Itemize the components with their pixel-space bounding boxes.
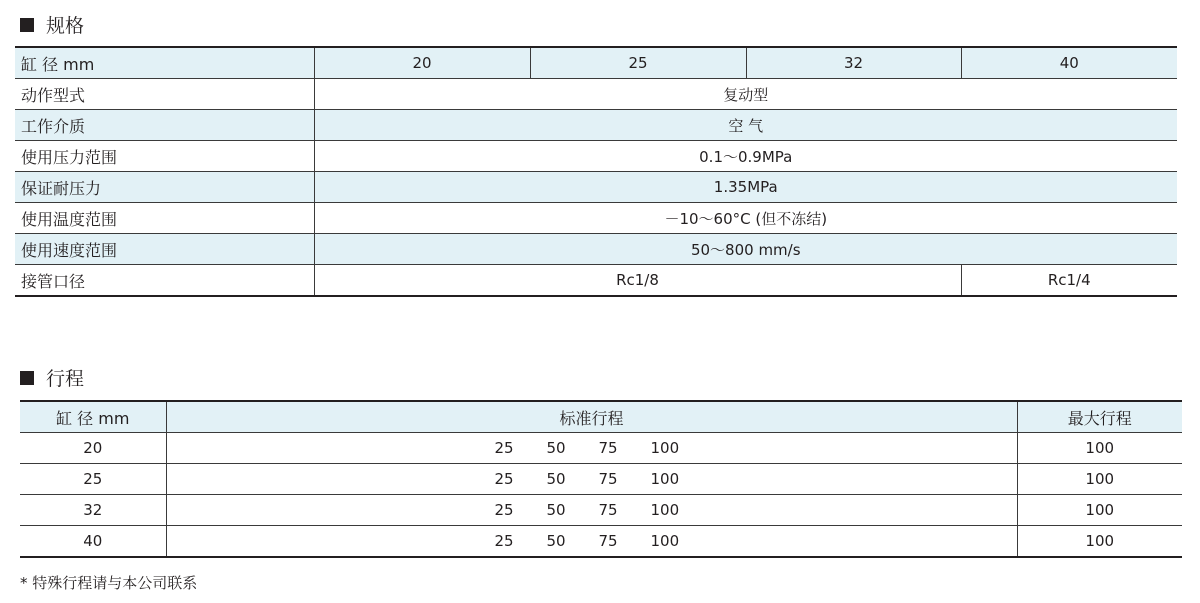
square-bullet-icon (20, 18, 34, 32)
port-label: 接管口径 (15, 265, 314, 297)
row-label: 使用温度范围 (15, 203, 314, 234)
stroke-value: 100 (650, 532, 680, 550)
standard-stroke-cell (166, 464, 1017, 495)
bore-cell: 20 (20, 433, 166, 464)
bore-cell: 40 (20, 526, 166, 558)
stroke-value: 100 (650, 470, 680, 488)
table-row (15, 141, 1177, 172)
table-row (20, 495, 1182, 526)
row-label: 保证耐压力 (15, 172, 314, 203)
table-row (15, 265, 1177, 297)
table-row (20, 433, 1182, 464)
standard-stroke-cell (166, 433, 1017, 464)
max-stroke-cell: 100 (1017, 495, 1182, 526)
stroke-value: 75 (598, 439, 618, 457)
stroke-value: 100 (650, 439, 680, 457)
bore-value: 32 (746, 47, 961, 79)
port-value-small: Rc1/8 (314, 265, 961, 297)
spec-table (15, 46, 1177, 297)
column-header: 标准行程 (166, 401, 1017, 433)
stroke-value: 25 (494, 439, 514, 457)
row-value: 空 气 (314, 110, 1177, 141)
bore-value: 25 (530, 47, 746, 79)
bore-cell: 25 (20, 464, 166, 495)
bore-label: 缸 径 mm (15, 47, 314, 79)
bore-value: 20 (314, 47, 530, 79)
table-row (15, 172, 1177, 203)
bore-cell: 32 (20, 495, 166, 526)
max-stroke-cell: 100 (1017, 464, 1182, 495)
bore-value: 40 (961, 47, 1177, 79)
stroke-value: 50 (546, 439, 566, 457)
stroke-section-title (20, 364, 84, 391)
stroke-value: 50 (546, 470, 566, 488)
stroke-value: 75 (598, 470, 618, 488)
row-value: 50～800 mm/s (314, 234, 1177, 265)
row-label: 使用速度范围 (15, 234, 314, 265)
stroke-value: 100 (650, 501, 680, 519)
stroke-value: 75 (598, 501, 618, 519)
table-row (15, 110, 1177, 141)
stroke-value: 50 (546, 532, 566, 550)
stroke-title: 行程 (46, 368, 85, 390)
stroke-value: 25 (494, 501, 514, 519)
max-stroke-cell: 100 (1017, 526, 1182, 558)
row-value: 1.35MPa (314, 172, 1177, 203)
table-row (15, 47, 1177, 79)
table-row (20, 464, 1182, 495)
table-row (15, 234, 1177, 265)
square-bullet-icon (20, 371, 34, 385)
stroke-table (20, 400, 1182, 558)
max-stroke-cell: 100 (1017, 433, 1182, 464)
table-row (20, 526, 1182, 558)
row-value: －10～60°C (但不冻结) (314, 203, 1177, 234)
standard-stroke-cell (166, 526, 1017, 558)
stroke-value: 50 (546, 501, 566, 519)
spec-section-title (20, 11, 84, 38)
stroke-value: 25 (494, 470, 514, 488)
spec-title: 规格 (46, 15, 85, 37)
row-label: 动作型式 (15, 79, 314, 110)
table-row (15, 203, 1177, 234)
column-header: 最大行程 (1017, 401, 1182, 433)
row-label: 工作介质 (15, 110, 314, 141)
row-value: 0.1～0.9MPa (314, 141, 1177, 172)
row-value: 复动型 (314, 79, 1177, 110)
table-row (15, 79, 1177, 110)
port-value-large: Rc1/4 (961, 265, 1177, 297)
row-label: 使用压力范围 (15, 141, 314, 172)
footnote: * 特殊行程请与本公司联系 (20, 574, 198, 592)
stroke-value: 75 (598, 532, 618, 550)
stroke-value: 25 (494, 532, 514, 550)
column-header: 缸 径 mm (20, 401, 166, 433)
standard-stroke-cell (166, 495, 1017, 526)
table-header-row (20, 401, 1182, 433)
